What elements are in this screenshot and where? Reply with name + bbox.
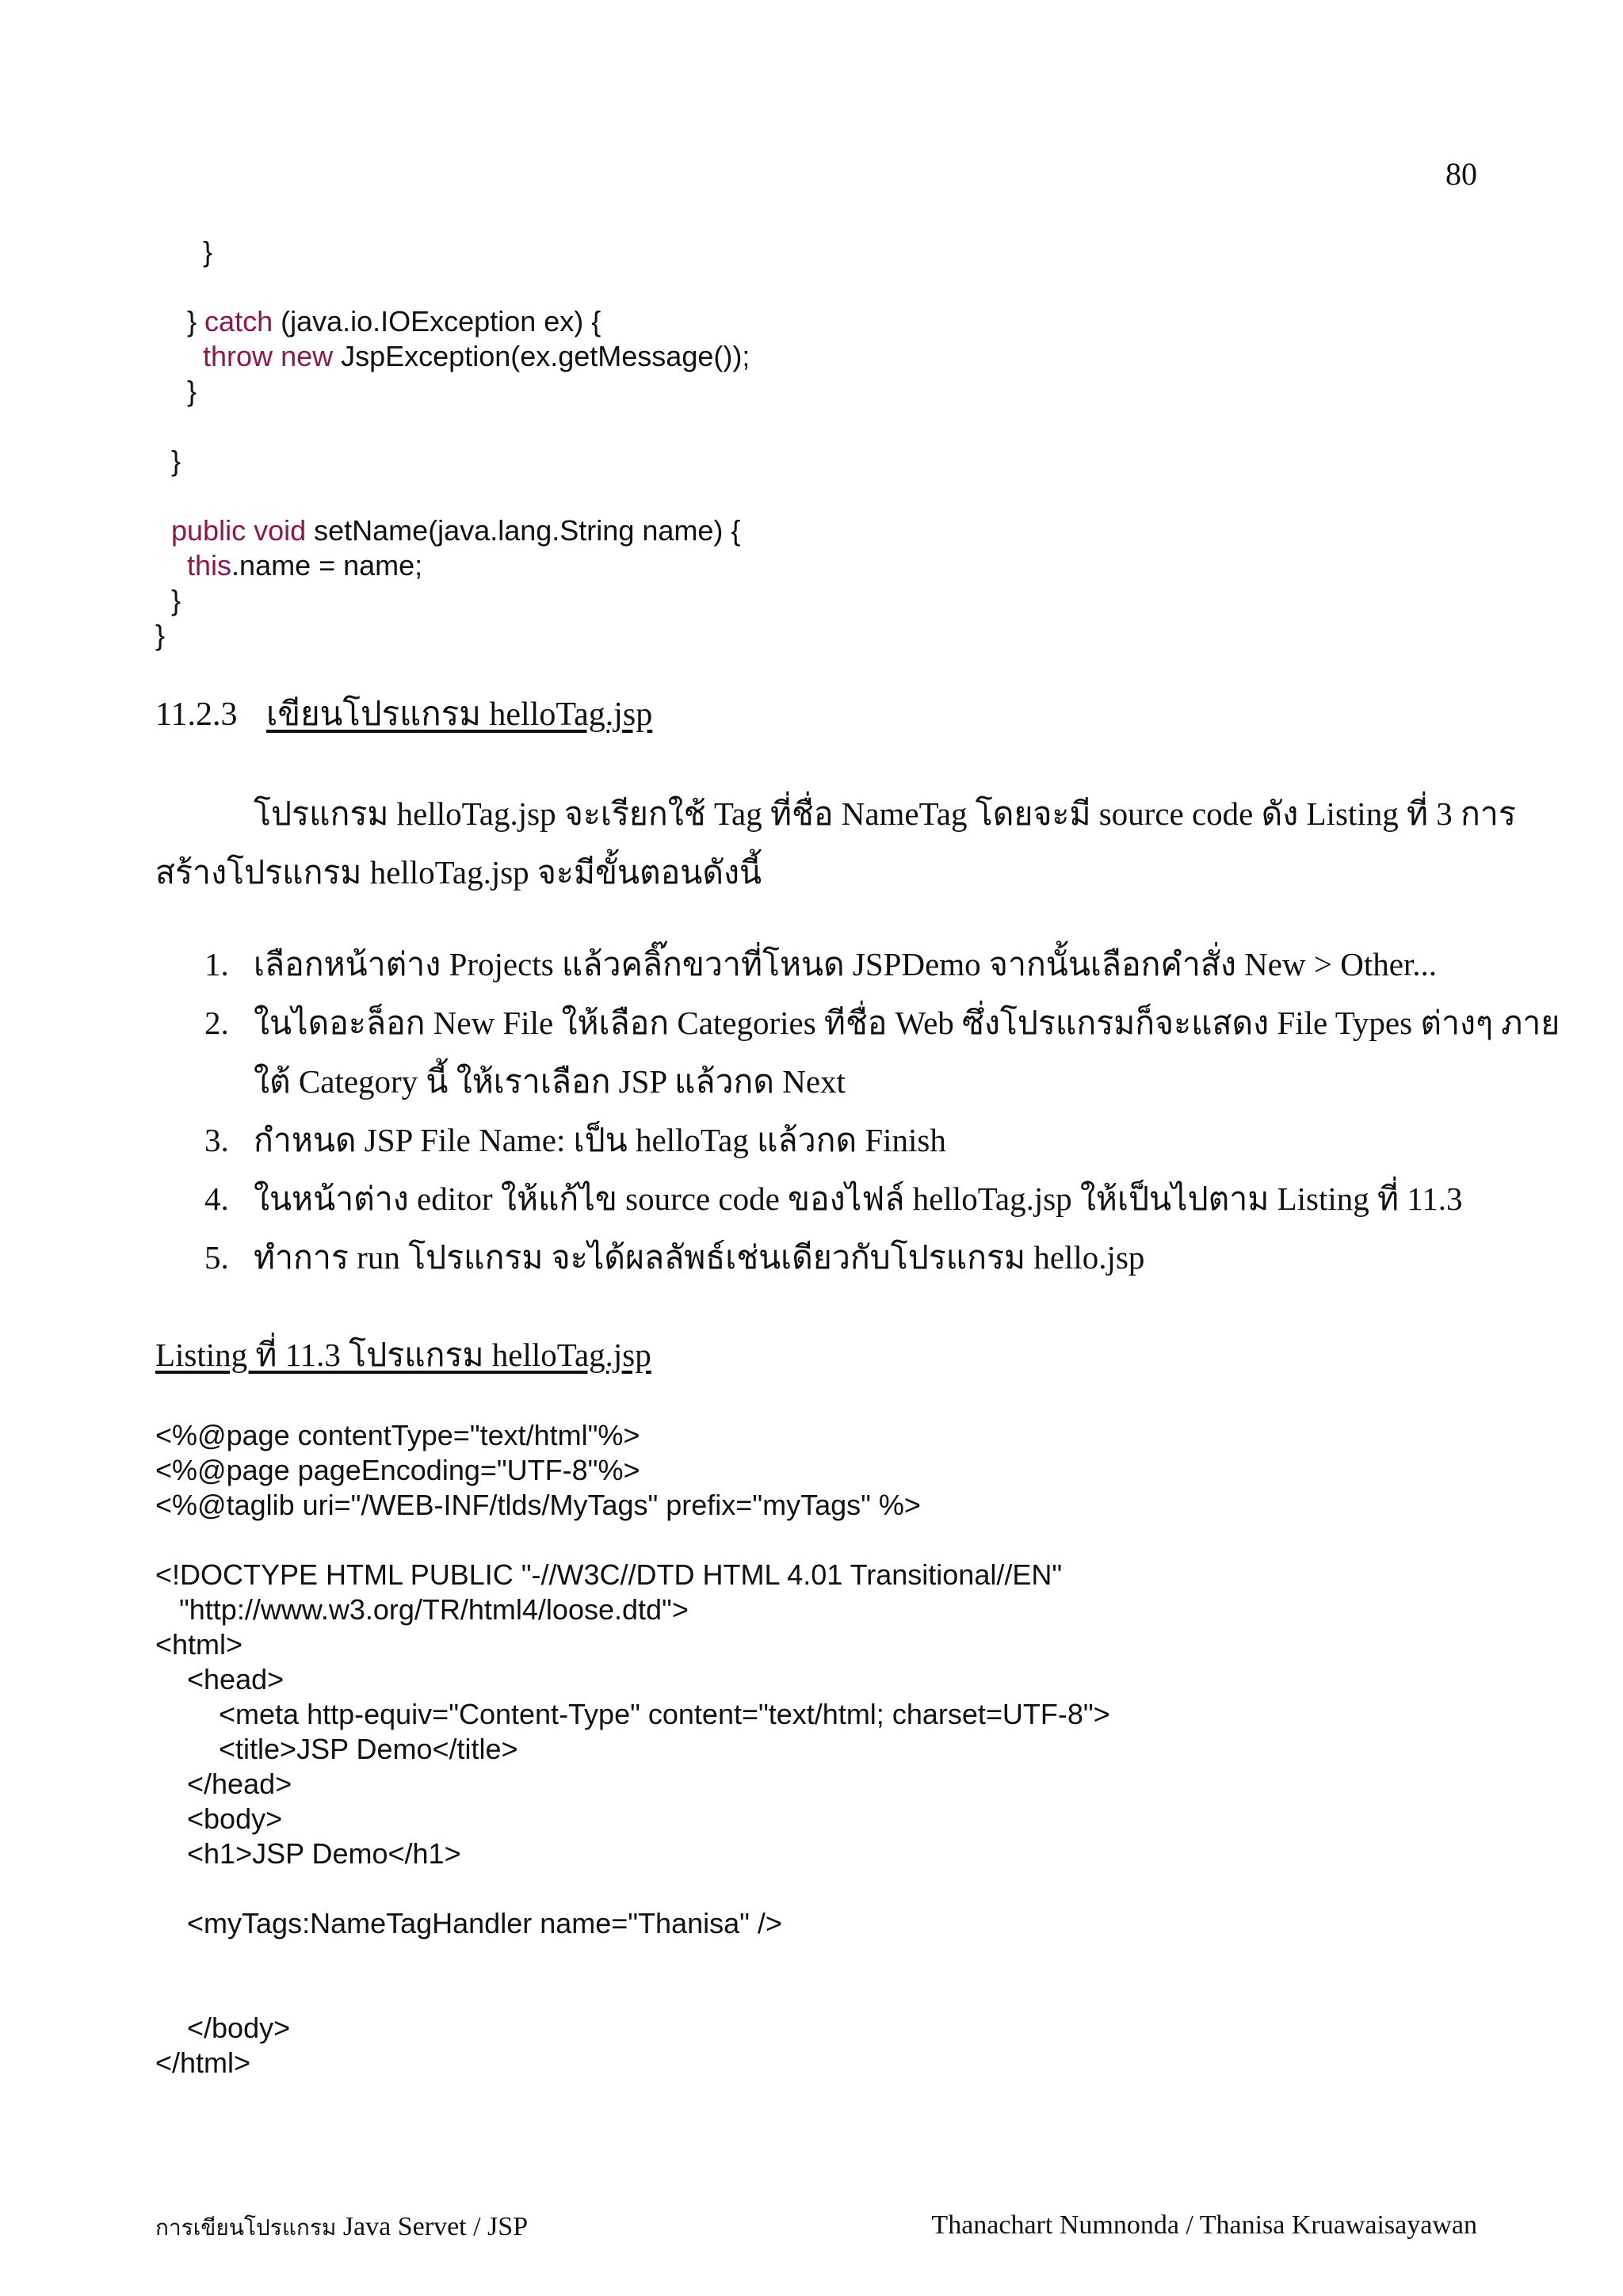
section-title: เขียนโปรแกรม helloTag.jsp	[266, 696, 653, 733]
listing-caption: Listing ที่ 11.3 โปรแกรม helloTag.jsp	[155, 1337, 651, 1373]
code-line: </head>	[155, 1768, 292, 1800]
footer-left	[155, 2210, 528, 2245]
code-text	[246, 514, 254, 547]
code-text: setName(java.lang.String name) {	[306, 514, 741, 547]
code-keyword: throw	[203, 340, 273, 372]
code-line: <title>JSP Demo</title>	[155, 1733, 518, 1765]
code-line	[155, 1523, 1110, 1558]
step-item	[155, 1169, 1487, 1228]
code-block-java	[155, 235, 750, 653]
code-line	[155, 374, 750, 409]
code-text: }	[187, 305, 205, 338]
code-text: }	[171, 444, 181, 477]
code-line: <meta http-equiv="Content-Type" content="text/html; charset=UTF-8">	[155, 1698, 1110, 1730]
step-text: ในหน้าต่าง editor ให้แก้ไข source code ของไฟล์ helloTag.jsp ให้เป็นไปตาม Listing ที่ 11.3	[254, 1180, 1463, 1217]
code-line: <html>	[155, 1628, 243, 1661]
code-line	[155, 269, 750, 304]
code-line	[155, 339, 750, 374]
paragraph-line: สร้างโปรแกรม helloTag.jsp จะมีขั้นตอนดังนี้	[155, 854, 762, 891]
page-number: 80	[1445, 156, 1477, 192]
code-keyword: void	[254, 514, 307, 547]
code-line	[155, 479, 750, 513]
step-item	[155, 1228, 1487, 1287]
code-line	[155, 304, 750, 339]
footer-thai-title: การเขียนโปรแกรม	[155, 2216, 337, 2241]
code-line: </body>	[155, 2012, 291, 2044]
code-text: (java.io.IOException ex) {	[273, 305, 601, 338]
code-line	[155, 409, 750, 444]
steps-list	[155, 935, 1560, 1287]
step-number: 1.	[204, 946, 229, 982]
code-line: </html>	[155, 2046, 251, 2079]
code-text: JspException(ex.getMessage());	[333, 340, 750, 372]
code-line: <h1>JSP Demo</h1>	[155, 1837, 461, 1870]
code-text: .name = name;	[231, 549, 423, 582]
code-text: }	[187, 375, 197, 407]
code-text: }	[203, 235, 213, 268]
footer-authors: Thanachart Numnonda / Thanisa Kruawaisayawan	[931, 2210, 1477, 2240]
intro-paragraph	[155, 784, 1516, 902]
code-line: <%@page pageEncoding="UTF-8"%>	[155, 1454, 640, 1486]
code-block-jsp	[155, 1418, 1110, 2081]
code-keyword: this	[187, 549, 232, 582]
section-heading	[155, 688, 652, 740]
code-line	[155, 513, 750, 548]
code-line	[155, 583, 750, 618]
footer-course-title: Java Servet / JSP	[342, 2212, 529, 2241]
step-number: 2.	[204, 1005, 229, 1041]
code-line	[155, 1941, 1110, 1976]
code-text: }	[155, 619, 166, 651]
code-keyword: catch	[204, 305, 273, 338]
code-line: <head>	[155, 1663, 285, 1695]
code-line	[155, 235, 750, 269]
code-line: <body>	[155, 1802, 283, 1835]
step-text: ทำการ run โปรแกรม จะได้ผลลัพธ์เช่นเดียวกับโปรแกรม hello.jsp	[254, 1239, 1145, 1276]
code-keyword: new	[281, 340, 334, 372]
step-number: 5.	[204, 1239, 229, 1276]
code-line	[155, 548, 750, 583]
code-line: <!DOCTYPE HTML PUBLIC "-//W3C//DTD HTML 4.01 Transitional//EN"	[155, 1558, 1063, 1591]
code-line	[155, 1871, 1110, 1906]
step-text: กำหนด JSP File Name: เป็น helloTag แล้วกด Finish	[254, 1122, 946, 1158]
code-text: }	[171, 584, 181, 616]
code-line	[155, 444, 750, 479]
code-line: <%@page contentType="text/html"%>	[155, 1419, 640, 1451]
paragraph-line: โปรแกรม helloTag.jsp จะเรียกใช้ Tag ที่ชื่อ NameTag โดยจะมี source code ดัง Listing ที่ 3 การ	[254, 795, 1516, 832]
step-number: 4.	[204, 1180, 229, 1217]
step-item	[155, 994, 1560, 1111]
step-item	[155, 935, 1487, 994]
step-text: ใต้ Category นี้ ให้เราเลือก JSP แล้วกด Next	[254, 1063, 846, 1100]
code-keyword: public	[171, 514, 246, 547]
code-line	[155, 1976, 1110, 2011]
step-text: เลือกหน้าต่าง Projects แล้วคลิ๊กขวาที่โหนด JSPDemo จากนั้นเลือกคำสั่ง New > Other...	[254, 946, 1438, 982]
code-line: "http://www.w3.org/TR/html4/loose.dtd">	[155, 1593, 689, 1626]
step-number: 3.	[204, 1122, 229, 1158]
step-item	[155, 1111, 1487, 1169]
code-line: <myTags:NameTagHandler name="Thanisa" />	[155, 1907, 782, 1939]
code-line	[155, 618, 750, 653]
step-text: ในไดอะล็อก New File ให้เลือก Categories ทีชื่อ Web ซึ่งโปรแกรมก็จะแสดง File Types ต่างๆ ภาย	[254, 1005, 1560, 1041]
code-line: <%@taglib uri="/WEB-INF/tlds/MyTags" prefix="myTags" %>	[155, 1489, 921, 1521]
section-number: 11.2.3	[155, 696, 238, 733]
code-text	[273, 340, 281, 372]
